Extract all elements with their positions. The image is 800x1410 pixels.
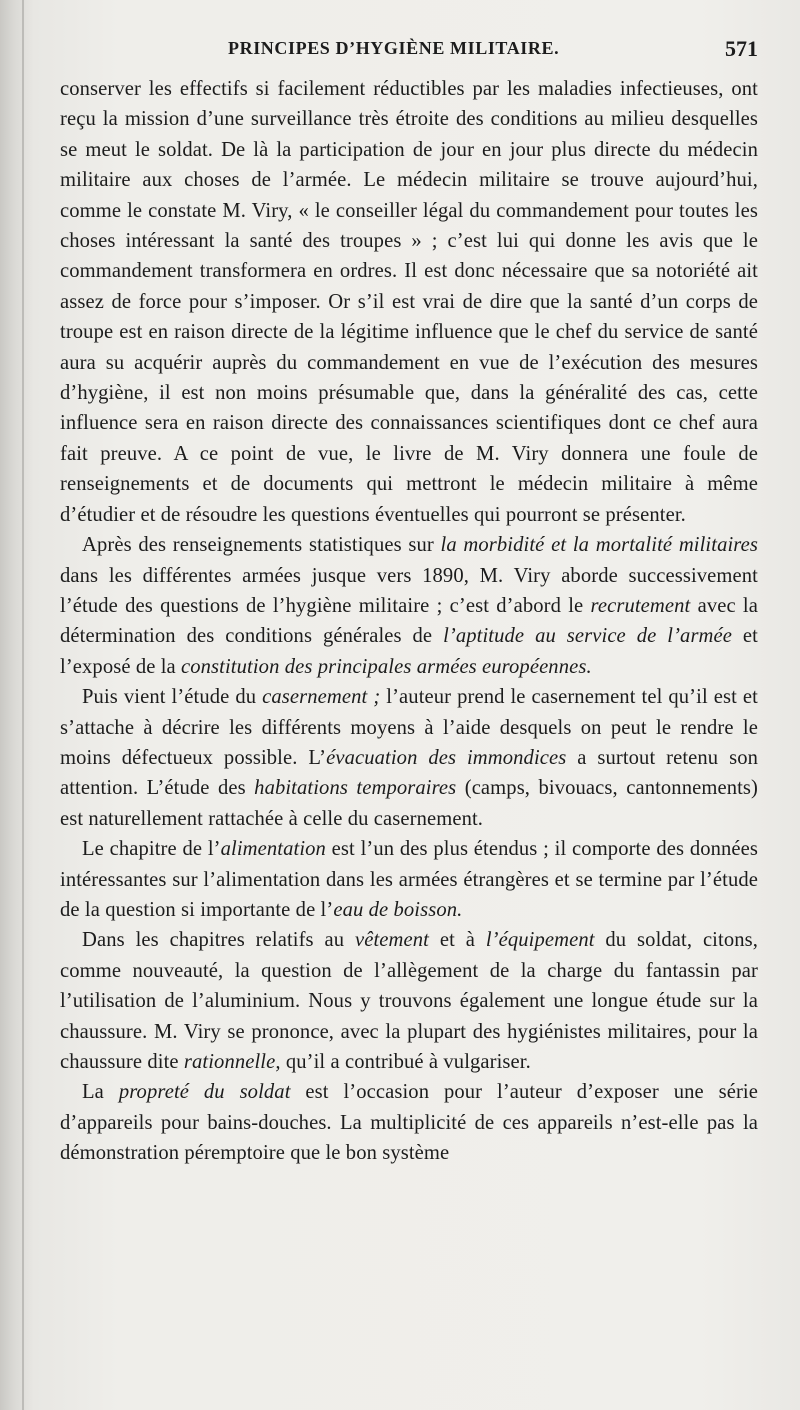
italic-segment: recrutement xyxy=(590,594,691,617)
text-segment: Dans les chapitres relatifs au xyxy=(82,929,355,952)
text-segment: du soldat, citons, comme nouveauté, la question de l’allègement de la charge du fantassin par l’utilisation de l’aluminium. Nous y trouvons également une longue étude sur la chaussure. M. Viry se prononce, avec la plupart des hygiénistes militaires, pour la chaussure dite xyxy=(60,929,758,1073)
italic-segment: évacuation des immondices xyxy=(326,746,567,769)
text-segment: conserver les effectifs si facilement réductibles par les maladies infectieuses, ont reçu la mission d’une surveillance très étroite des conditions au milieu desquelles se meut le soldat. De là la participation de jour en jour plus directe du médecin militaire aux choses de l’armée. Le médecin militaire se trouve aujourd’hui, comme le constate M. Viry, « le conseiller légal du commandement pour toutes les choses intéressant la santé des troupes » ; c’est lui qui donne les avis que le commandement transformera en ordres. Il est donc nécessaire que sa notoriété ait assez de force pour s’imposer. Or s’il est vrai de dire que la santé d’un corps de troupe est en raison directe de la légitime influence que le chef du service de santé aura su acquérir auprès du commandement en vue de l’exécution des mesures d’hygiène, il est non moins présumable que, dans la généralité des cas, cette influence sera en raison directe des connaissances scientifiques dont ce chef aura fait preuve. A ce point de vue, le livre de M. Viry donnera une foule de renseignements et de documents qui mettront le médecin militaire à même d’étudier et de résoudre les questions éventuelles qui pourront se présenter. xyxy=(60,78,758,526)
text-segment: est l’occasion pour l’auteur d’exposer une série d’appareils pour bains-douches. La multiplicité de ces appareils n’est-elle pas la démonstration péremptoire que le bon système xyxy=(60,1081,758,1165)
text-segment: a surtout retenu son attention. L’étude des xyxy=(60,746,758,800)
text-segment: avec la détermination des conditions générales de xyxy=(60,594,758,648)
italic-segment: constitution des principales armées européennes. xyxy=(181,655,592,678)
italic-segment: l’aptitude au service de l’armée xyxy=(443,625,733,648)
page-gutter-shadow xyxy=(22,0,24,1410)
body-text xyxy=(60,74,758,1169)
text-segment: et à xyxy=(428,929,486,952)
italic-segment: alimentation xyxy=(220,838,326,861)
text-segment: Après des renseignements statistiques sur xyxy=(82,534,441,557)
italic-segment: eau de boisson. xyxy=(333,898,463,921)
paragraph-6 xyxy=(60,1077,758,1168)
paragraph-1 xyxy=(60,74,758,530)
italic-segment: vêtement xyxy=(355,929,429,952)
italic-segment: casernement ; xyxy=(262,686,381,709)
text-segment: est l’un des plus étendus ; il comporte des données intéressantes sur l’alimentation dans les armées étrangères et se termine par l’étude de la question si importante de l’ xyxy=(60,838,759,921)
italic-segment: la morbidité et la mortalité militaires xyxy=(440,534,758,557)
paragraph-3 xyxy=(60,682,758,834)
paragraph-2 xyxy=(60,530,758,682)
paragraph-4 xyxy=(60,834,758,925)
text-segment: dans les différentes armées jusque vers 1890, M. Viry aborde successivement l’étude des questions de l’hygiène militaire ; c’est d’abord le xyxy=(60,564,758,617)
text-segment: Le chapitre de l’ xyxy=(82,838,221,861)
text-segment: l’auteur prend le casernement tel qu’il est et s’attache à décrire les différents moyens à l’aide desquels on peut le rendre le moins défectueux possible. L’ xyxy=(60,686,758,769)
text-segment: La xyxy=(82,1081,119,1104)
italic-segment: habitations temporaires xyxy=(254,777,457,800)
text-segment: Puis vient l’étude du xyxy=(82,686,263,709)
italic-segment: rationnelle, xyxy=(183,1051,281,1073)
text-segment: et l’exposé de la xyxy=(60,625,758,678)
italic-segment: propreté du soldat xyxy=(118,1081,291,1104)
text-segment: (camps, bivouacs, cantonnements) est naturellement rattachée à celle du casernement. xyxy=(60,777,758,830)
page-number: 571 xyxy=(725,36,758,61)
paragraph-5 xyxy=(60,925,758,1077)
page-header xyxy=(60,34,758,64)
running-title: PRINCIPES D’HYGIÈNE MILITAIRE. xyxy=(228,38,560,58)
italic-segment: l’équipement xyxy=(485,929,595,952)
text-segment: qu’il a contribué à vulgariser. xyxy=(280,1051,531,1073)
